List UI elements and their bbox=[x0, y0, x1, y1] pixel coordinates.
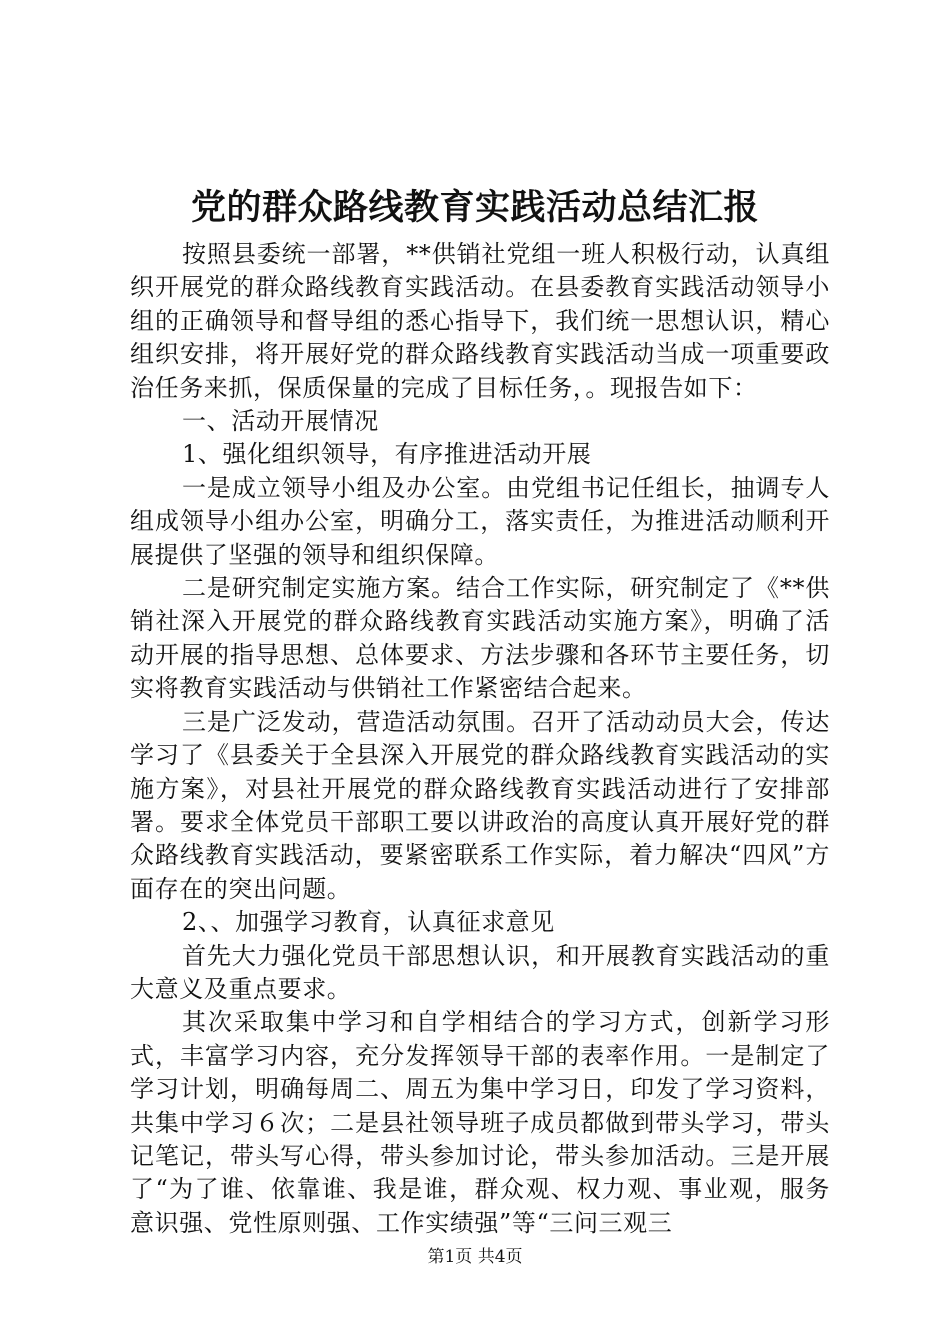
subsection-heading-organization: 1、强化组织领导，有序推进活动开展 bbox=[182, 440, 592, 469]
document-title: 党的群众路线教育实践活动总结汇报 bbox=[190, 187, 759, 228]
paragraph-intro: 按照县委统一部署，**供销社党组一班人积极行动，认真组织开展党的群众路线教育实践活动。在县委教育实践活动领导小组的正确领导和督导组的悉心指导下，我们统一思想认识，精心组织安排，将开展好党的群众路线教育实践活动当成一项重要政治任务来抓，保质保量的完成了目标任务，。现报告如下： bbox=[130, 240, 830, 402]
section-heading-activities: 一、活动开展情况 bbox=[182, 407, 379, 436]
paragraph-thinking: 首先大力强化党员干部思想认识，和开展教育实践活动的重大意义及重点要求。 bbox=[130, 941, 830, 1003]
subsection-heading-study: 2、、加强学习教育，认真征求意见 bbox=[182, 908, 555, 937]
paragraph-leadership-group: 一是成立领导小组及办公室。由党组书记任组长，抽调专人组成领导小组办公室，明确分工，落实责任，为推进活动顺利开展提供了坚强的领导和组织保障。 bbox=[130, 473, 830, 569]
page-footer: 第1页 共4页 bbox=[427, 1247, 523, 1267]
paragraph-implementation-plan: 二是研究制定实施方案。结合工作实际，研究制定了《**供销社深入开展党的群众路线教育实践活动实施方案》，明确了活动开展的指导思想、总体要求、方法步骤和各环节主要任务，切实将教育实践活动与供销社工作紧密结合起来。 bbox=[130, 574, 830, 703]
document-body bbox=[130, 238, 830, 1240]
paragraph-study-methods: 其次采取集中学习和自学相结合的学习方式，创新学习形式，丰富学习内容，充分发挥领导干部的表率作用。一是制定了学习计划，明确每周二、周五为集中学习日，印发了学习资料，共集中学习６次；二是县社领导班子成员都做到带头学习，带头记笔记，带头写心得，带头参加讨论，带头参加活动。三是开展了“为了谁、依靠谁、我是谁，群众观、权力观、事业观，服务意识强、党性原则强、工作实绩强”等“三问三观三 bbox=[130, 1008, 830, 1237]
paragraph-mobilization: 三是广泛发动，营造活动氛围。召开了活动动员大会，传达学习了《县委关于全县深入开展党的群众路线教育实践活动的实施方案》，对县社开展党的群众路线教育实践活动进行了安排部署。要求全体党员干部职工要以讲政治的高度认真开展好党的群众路线教育实践活动，要紧密联系工作实际，着力解决“四风”方面存在的突出问题。 bbox=[130, 707, 830, 903]
